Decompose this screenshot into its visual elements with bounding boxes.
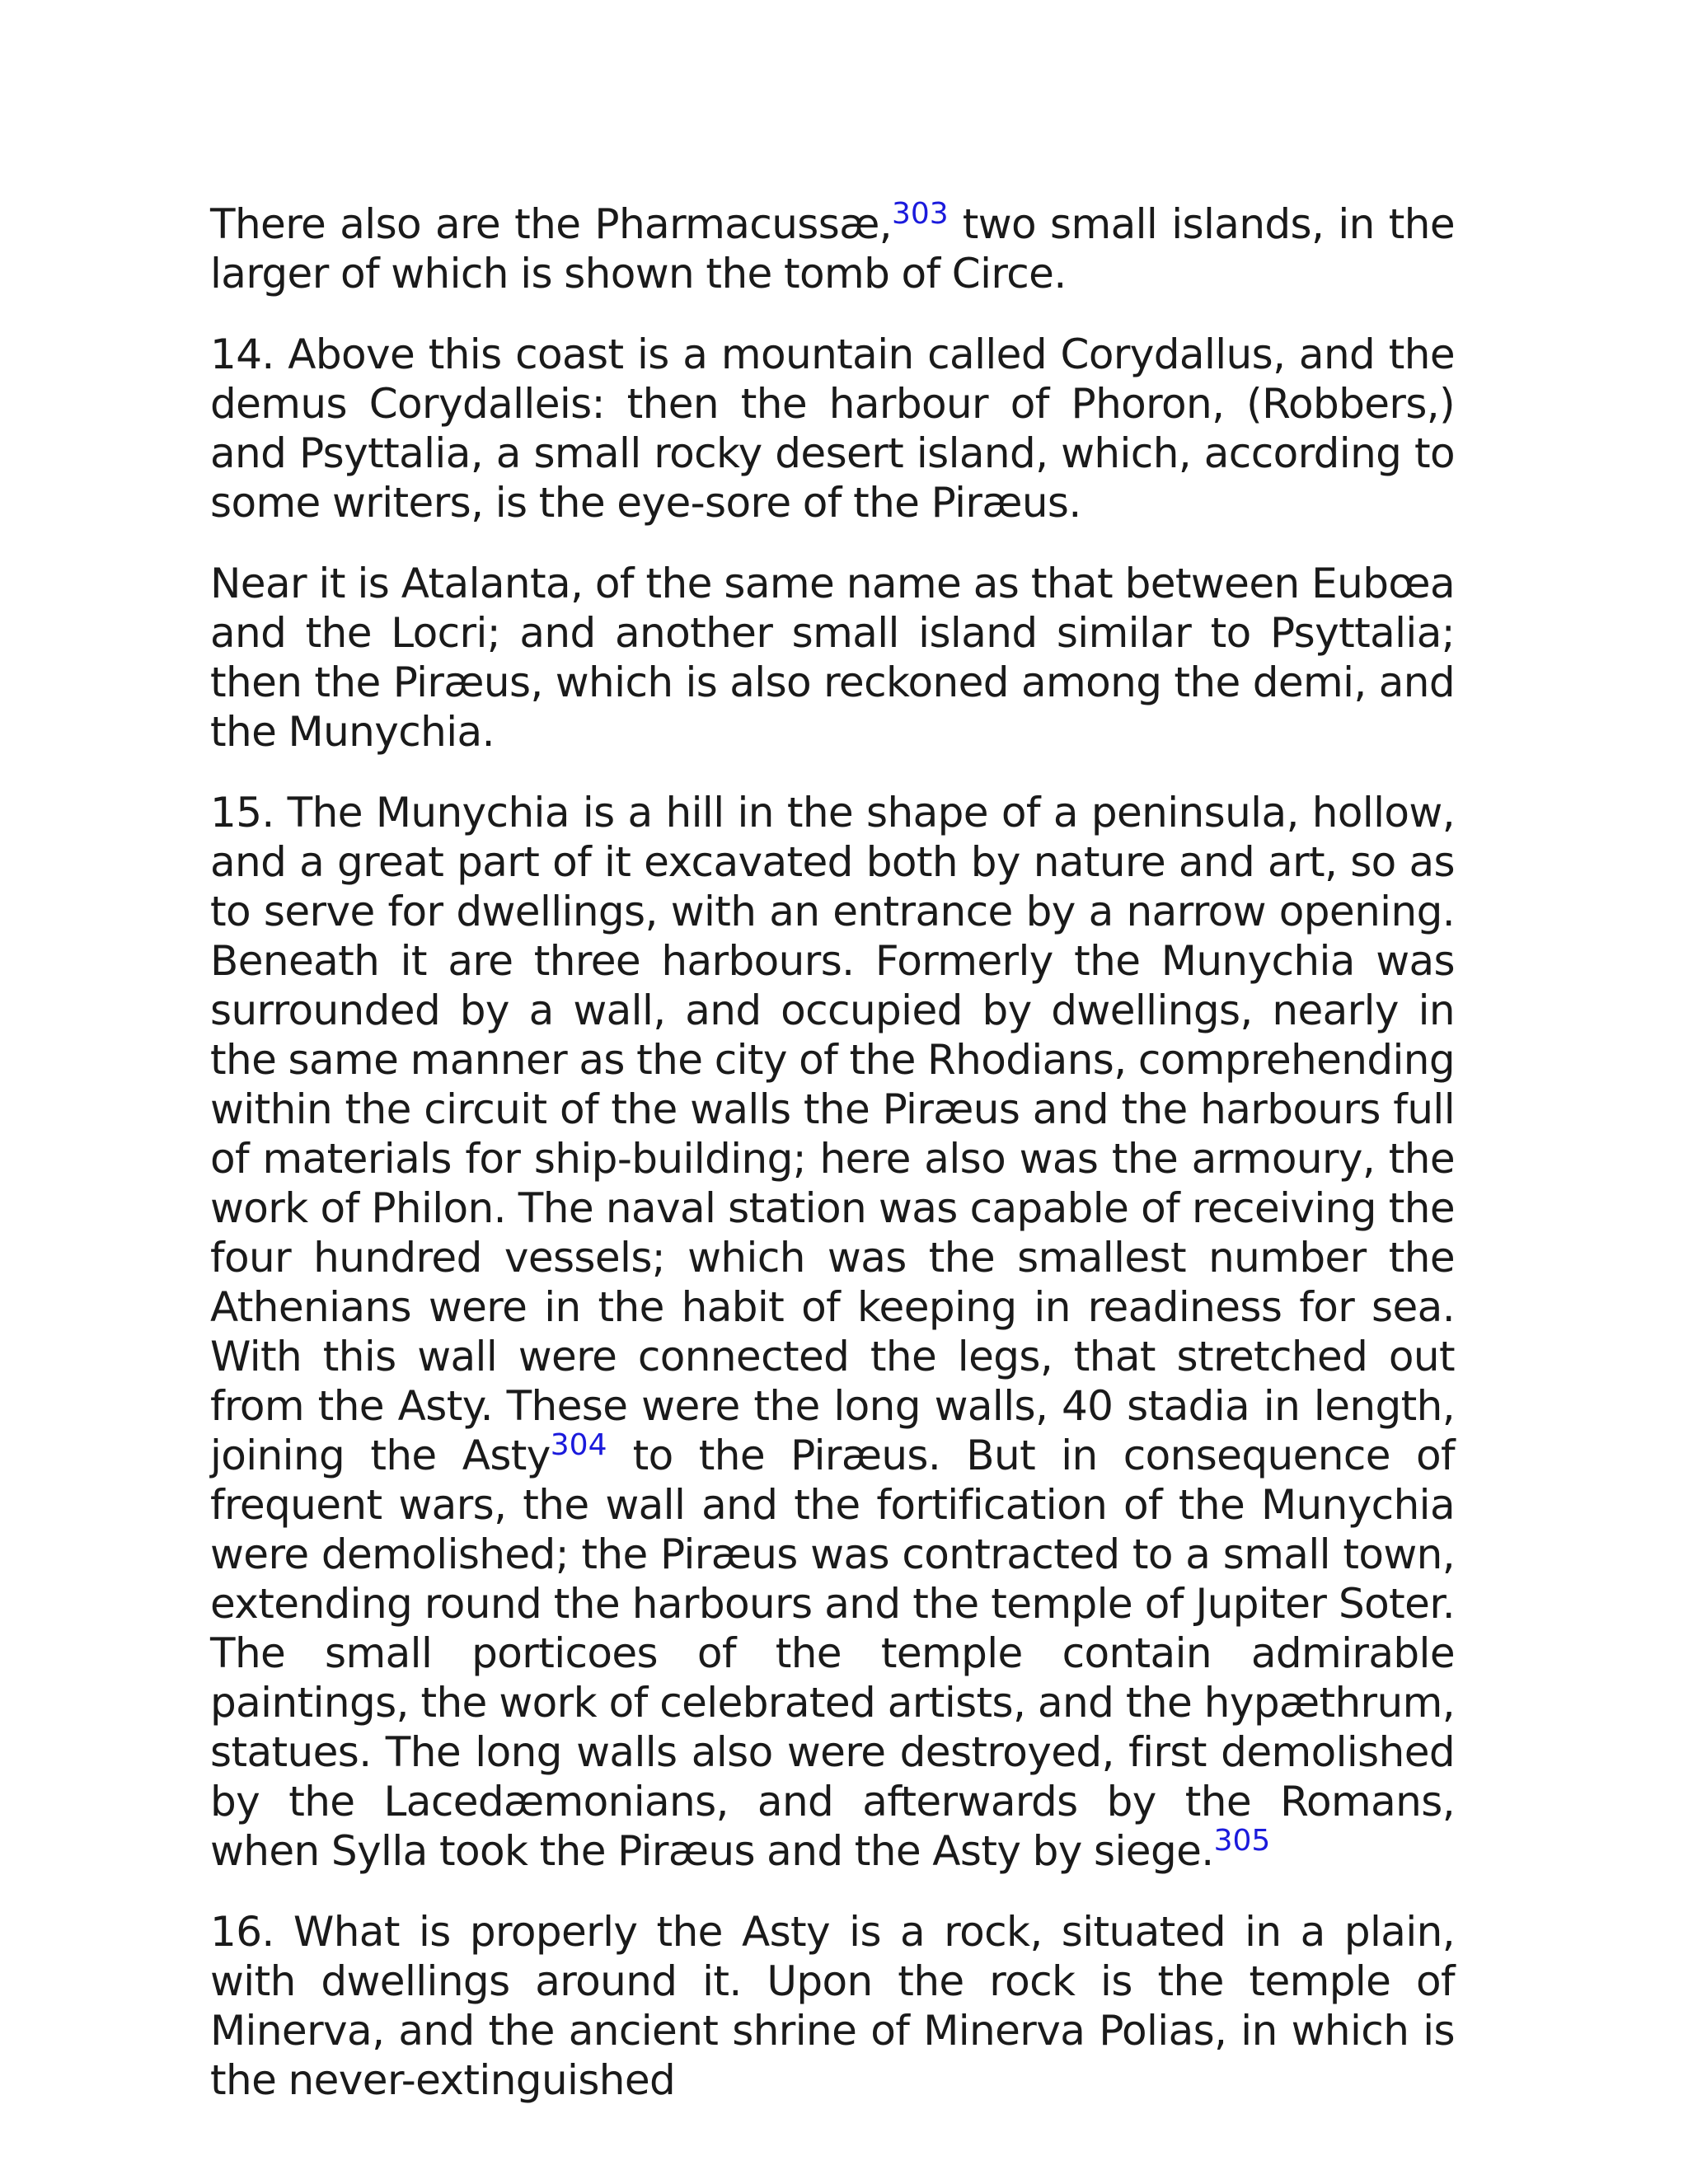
paragraph-text: Near it is Atalanta, of the same name as that between Eubœa and the Locri; and another small island similar to Psyttalia; then the Piræus, which is also reckoned among the demi, and the Munychia.: [210, 560, 1455, 756]
paragraph-16: [210, 1907, 1455, 2105]
paragraph-15: [210, 788, 1455, 1876]
footnote-link-304[interactable]: 304: [550, 1428, 607, 1462]
paragraph-text: 14. Above this coast is a mountain called Corydallus, and the demus Corydalleis: then the harbour of Phoron, (Robbers,) and Psyttalia, a small rocky desert island, which, according to some writers, is the eye-sore of the Piræus.: [210, 330, 1455, 527]
paragraph-14: [210, 330, 1455, 527]
paragraph-text: 16. What is properly the Asty is a rock, situated in a plain, with dwellings around it. Upon the rock is the temple of Minerva, and the ancient shrine of Minerva Polias, in which is the never-extinguished: [210, 1908, 1455, 2104]
paragraph-pharmacussae: [210, 199, 1455, 298]
page-body: [210, 199, 1455, 2136]
paragraph-text: There also are the Pharmacussæ,: [210, 200, 892, 248]
paragraph-text: to the Piræus. But in consequence of frequent wars, the wall and the fortification of the Munychia were demolished; the Piræus was contracted to a small town, extending round the harbours and the temple of Jupiter Soter. The small porticoes of the temple contain admirable paintings, the work of celebrated artists, and the hypæthrum, statues. The long walls also were destroyed, first demolished by the Lacedæmonians, and afterwards by the Romans, when Sylla took the Piræus and the Asty by siege.: [210, 1432, 1455, 1875]
paragraph-text: 15. The Munychia is a hill in the shape of a peninsula, hollow, and a great part of it excavated both by nature and art, so as to serve for dwellings, with an entrance by a narrow opening. Beneath it are three harbours. Formerly the Munychia was surrounded by a wall, and occupied by dwellings, nearly in the same manner as the city of the Rhodians, comprehending within the circuit of the walls the Piræus and the harbours full of materials for ship-building; here also was the armoury, the work of Philon. The naval station was capable of receiving the four hundred vessels; which was the smallest number the Athenians were in the habit of keeping in readiness for sea. With this wall were connected the legs, that stretched out from the Asty. These were the long walls, 40 stadia in length, joining the Asty: [210, 789, 1455, 1479]
paragraph-text: two small islands, in the larger of which is shown the tomb of Circe.: [210, 200, 1455, 298]
paragraph-atalanta: [210, 559, 1455, 757]
footnote-link-303[interactable]: 303: [891, 197, 949, 231]
footnote-link-305[interactable]: 305: [1213, 1824, 1271, 1858]
